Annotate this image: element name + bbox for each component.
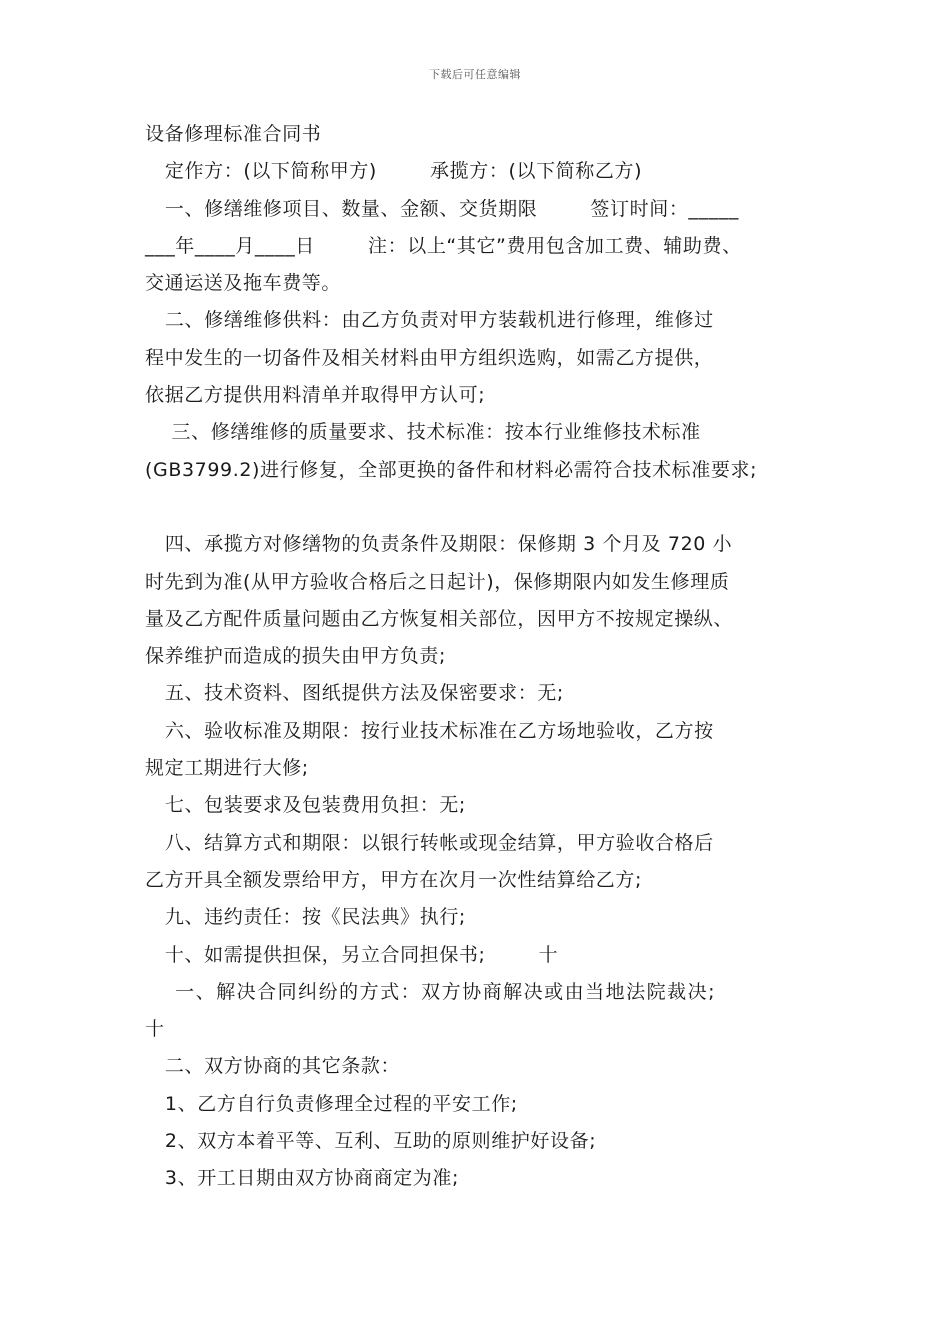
paragraph-line: 十、如需提供担保，另立合同担保书; 十 bbox=[145, 943, 559, 966]
paragraph-line: 二、双方协商的其它条款： bbox=[145, 1055, 401, 1078]
document-body bbox=[145, 116, 835, 1198]
parties-line: 定作方：(以下简称甲方) 承揽方：(以下简称乙方) bbox=[145, 160, 643, 183]
blank-line bbox=[145, 489, 835, 526]
paragraph-line: 一、修缮维修项目、数量、金额、交货期限 签订时间：_____ bbox=[145, 197, 739, 220]
paragraph-line: 十 bbox=[145, 1018, 165, 1041]
paragraph-line: 1、乙方自行负责修理全过程的平安工作; bbox=[145, 1092, 518, 1115]
paragraph-line: 保养维护而造成的损失由甲方负责; bbox=[145, 645, 447, 668]
paragraph-line: 五、技术资料、图纸提供方法及保密要求：无; bbox=[145, 682, 564, 705]
paragraph-line: 规定工期进行大修; bbox=[145, 757, 309, 780]
paragraph-line: 程中发生的一切备件及相关材料由甲方组织选购，如需乙方提供， bbox=[145, 346, 714, 369]
paragraph-line: 一、解决合同纠纷的方式：双方协商解决或由当地法院裁决; bbox=[145, 980, 717, 1003]
header-note: 下载后可任意编辑 bbox=[429, 68, 521, 81]
paragraph-line: 七、包装要求及包装费用负担：无; bbox=[145, 794, 466, 817]
paragraph-line: 八、结算方式和期限：以银行转帐或现金结算，甲方验收合格后 bbox=[145, 831, 714, 854]
paragraph-line: 2、双方本着平等、互利、互助的原则维护好设备; bbox=[145, 1130, 597, 1153]
document-title: 设备修理标准合同书 bbox=[145, 123, 322, 145]
paragraph-line: ___年____月____日 注：以上“其它”费用包含加工费、辅助费、 bbox=[145, 234, 742, 257]
paragraph-line: 九、违约责任：按《民法典》执行; bbox=[145, 906, 466, 929]
paragraph-line: 依据乙方提供用料清单并取得甲方认可; bbox=[145, 384, 486, 407]
paragraph-line: 乙方开具全额发票给甲方，甲方在次月一次性结算给乙方; bbox=[145, 868, 643, 891]
paragraph-line: 交通运送及拖车费等。 bbox=[145, 272, 342, 295]
paragraph-line: 量及乙方配件质量问题由乙方恢复相关部位，因甲方不按规定操纵、 bbox=[145, 607, 734, 630]
paragraph-line: 三、修缮维修的质量要求、技术标准：按本行业维修技术标准 bbox=[145, 421, 701, 444]
paragraph-line: (GB3799.2)进行修复，全部更换的备件和材料必需符合技术标准要求; bbox=[145, 458, 758, 481]
paragraph-line: 六、验收标准及期限：按行业技术标准在乙方场地验收，乙方按 bbox=[145, 719, 714, 742]
paragraph-line: 3、开工日期由双方协商商定为准; bbox=[145, 1167, 460, 1190]
paragraph-line: 四、承揽方对修缮物的负责条件及期限：保修期 3 个月及 720 小 bbox=[145, 533, 733, 556]
paragraph-line: 二、修缮维修供料：由乙方负责对甲方装载机进行修理，维修过 bbox=[145, 309, 714, 332]
paragraph-line: 时先到为准(从甲方验收合格后之日起计)，保修期限内如发生修理质 bbox=[145, 570, 730, 593]
